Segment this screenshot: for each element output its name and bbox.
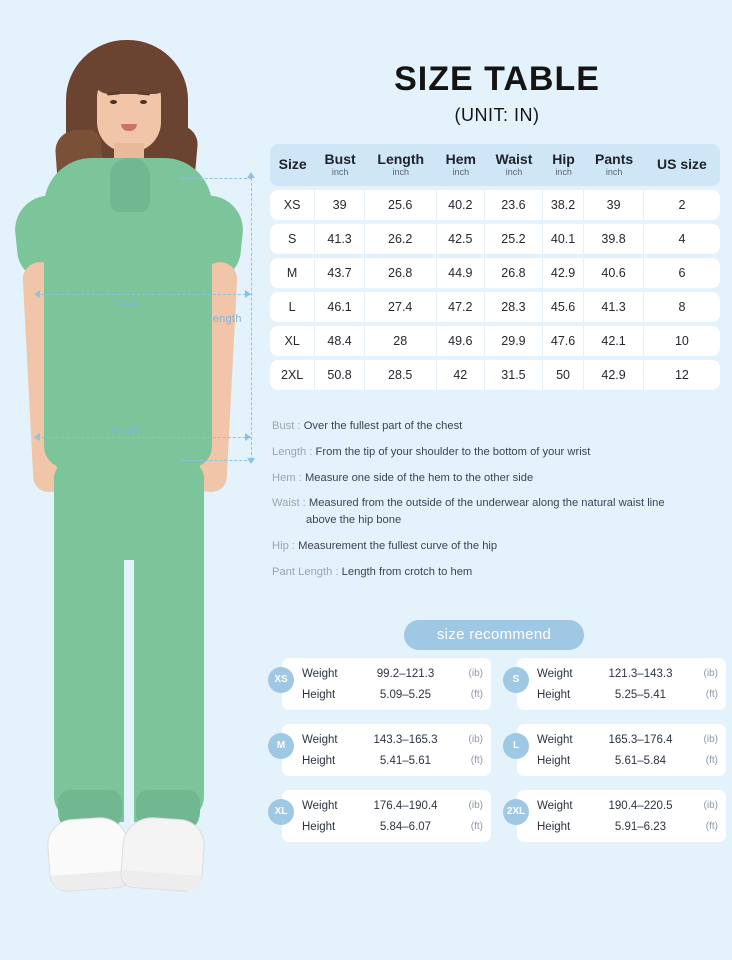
weight-row <box>537 795 718 816</box>
waist-guide-line <box>36 437 251 438</box>
cell: 41.3 <box>584 292 644 322</box>
note-text: Length from crotch to hem <box>341 565 473 578</box>
cell: 25.6 <box>365 190 437 220</box>
eye-right <box>140 100 147 104</box>
shoe-sole-left <box>50 870 131 892</box>
weight-unit: (ib) <box>703 734 718 745</box>
weight-unit: (ib) <box>703 800 718 811</box>
note-length: Length : From the tip of your shoulder to the bottom of your wrist <box>272 445 591 458</box>
height-row <box>302 750 483 771</box>
table-row <box>270 224 720 254</box>
length-guide-line <box>251 178 252 460</box>
col-waist-label: Waist <box>495 151 533 167</box>
cell: 47.2 <box>437 292 486 322</box>
height-row <box>537 816 718 837</box>
size-recommend-badge: size recommend <box>404 620 584 650</box>
height-value: 5.41–5.61 <box>379 754 432 767</box>
cell: S <box>270 224 315 254</box>
table-row <box>270 190 720 220</box>
recommend-card-body <box>282 658 491 710</box>
note-key: Waist <box>272 497 300 510</box>
height-row <box>302 816 483 837</box>
col-hem <box>437 144 486 186</box>
size-table <box>270 140 720 394</box>
height-value: 5.84–6.07 <box>379 820 432 833</box>
note-key: Hip <box>272 539 289 552</box>
col-us-size <box>644 144 720 186</box>
weight-row <box>537 729 718 750</box>
recommend-card-xs <box>268 658 491 710</box>
weight-value: 190.4–220.5 <box>608 799 673 812</box>
col-size-label: Size <box>278 156 307 173</box>
cell: 50 <box>543 360 584 390</box>
height-unit: (ft) <box>705 821 718 832</box>
weight-value: 99.2–121.3 <box>376 667 435 680</box>
note-text-continued: above the hip bone <box>306 514 402 527</box>
cell: 42.9 <box>584 360 644 390</box>
height-value: 5.91–6.23 <box>614 820 667 833</box>
weight-label: Weight <box>302 733 338 746</box>
weight-value: 143.3–165.3 <box>373 733 438 746</box>
note-text: Over the fullest part of the chest <box>303 420 463 432</box>
weight-value: 121.3–143.3 <box>608 667 673 680</box>
height-value: 5.25–5.41 <box>614 688 667 701</box>
height-label: Height <box>537 688 571 701</box>
cell: 26.2 <box>365 224 437 254</box>
shoe-left <box>46 815 133 893</box>
cell: 40.2 <box>437 190 486 220</box>
waist-arrow-left <box>34 433 40 441</box>
cell: 23.6 <box>485 190 543 220</box>
cell: 44.9 <box>437 258 486 288</box>
size-badge: L <box>503 733 529 759</box>
length-arrow-down <box>247 458 255 464</box>
cell: 42.9 <box>543 258 584 288</box>
table-row <box>270 258 720 288</box>
cell: 48.4 <box>315 326 365 356</box>
bust-guide-line <box>36 294 251 295</box>
cell: 39.8 <box>584 224 644 254</box>
col-hem-unit: inch <box>452 166 470 177</box>
col-size <box>270 144 315 186</box>
cell: 29.9 <box>485 326 543 356</box>
height-label: Height <box>537 820 571 833</box>
pant-leg-gap <box>124 560 134 822</box>
weight-label: Weight <box>302 799 338 812</box>
cell: 27.4 <box>365 292 437 322</box>
model-illustration <box>0 0 262 960</box>
length-label: length <box>210 313 242 325</box>
cell: 40.6 <box>584 258 644 288</box>
page-title: SIZE TABLE <box>394 60 600 98</box>
weight-unit: (ib) <box>468 668 483 679</box>
height-label: Height <box>302 754 336 767</box>
col-us-size-label: US size <box>657 156 707 173</box>
cell: XL <box>270 326 315 356</box>
height-unit: (ft) <box>705 755 718 766</box>
cell: 41.3 <box>315 224 365 254</box>
recommend-card-body <box>282 724 491 776</box>
note-text: Measured from the outside of the underwear along the natural waist line <box>308 497 665 510</box>
weight-label: Weight <box>537 799 573 812</box>
note-key: Length <box>272 445 307 458</box>
cell: 12 <box>644 360 720 390</box>
note-hem: Hem : Measure one side of the hem to the other side <box>272 471 534 484</box>
bust-arrow-left <box>34 290 40 298</box>
weight-value: 165.3–176.4 <box>608 733 673 746</box>
height-unit: (ft) <box>470 755 483 766</box>
cell: 49.6 <box>437 326 486 356</box>
collar <box>110 158 150 212</box>
length-top-tick <box>180 178 252 179</box>
cell: 46.1 <box>315 292 365 322</box>
recommend-card-body <box>517 658 726 710</box>
col-length <box>365 144 437 186</box>
size-badge: XS <box>268 667 294 693</box>
cell: L <box>270 292 315 322</box>
note-pant-length: Pant Length : Length from crotch to hem <box>272 565 473 578</box>
note-text: Measure one side of the hem to the other side <box>304 471 534 484</box>
shoe-sole-right <box>121 870 202 892</box>
table-row <box>270 292 720 322</box>
weight-row <box>302 663 483 684</box>
size-table-head <box>270 144 720 186</box>
col-pants-unit: inch <box>605 166 623 177</box>
cell: 47.6 <box>543 326 584 356</box>
cell: 28.3 <box>485 292 543 322</box>
table-row <box>270 360 720 390</box>
cell: 25.2 <box>485 224 543 254</box>
weight-label: Weight <box>537 733 573 746</box>
table-header-row <box>270 144 720 186</box>
weight-row <box>537 663 718 684</box>
shoe-right <box>120 815 207 893</box>
note-text: From the tip of your shoulder to the bottom of your wrist <box>315 445 591 458</box>
height-unit: (ft) <box>470 689 483 700</box>
cell: 8 <box>644 292 720 322</box>
weight-value: 176.4–190.4 <box>373 799 438 812</box>
cell: 39 <box>315 190 365 220</box>
cell: 26.8 <box>485 258 543 288</box>
size-badge: M <box>268 733 294 759</box>
size-recommend-grid <box>268 658 726 842</box>
height-unit: (ft) <box>470 821 483 832</box>
cell: 28 <box>365 326 437 356</box>
col-hip-label: Hip <box>552 151 575 167</box>
note-waist: Waist : Measured from the outside of the underwear along the natural waist line above the hip bone <box>272 495 724 529</box>
cell: 42.5 <box>437 224 486 254</box>
cell: 2XL <box>270 360 315 390</box>
weight-unit: (ib) <box>468 734 483 745</box>
col-pants <box>584 144 644 186</box>
weight-row <box>302 729 483 750</box>
weight-row <box>302 795 483 816</box>
size-badge: S <box>503 667 529 693</box>
height-row <box>537 684 718 705</box>
note-hip: Hip : Measurement the fullest curve of the hip <box>272 539 498 552</box>
recommend-card-xl <box>268 790 491 842</box>
size-badge: 2XL <box>503 799 529 825</box>
recommend-card-body <box>282 790 491 842</box>
eye-left <box>110 100 117 104</box>
cell: 45.6 <box>543 292 584 322</box>
col-length-label: Length <box>377 151 425 167</box>
recommend-card-body <box>517 790 726 842</box>
weight-unit: (ib) <box>703 668 718 679</box>
hair-fringe <box>92 52 168 94</box>
size-content <box>262 0 732 960</box>
length-bottom-tick <box>180 460 252 461</box>
height-row <box>537 750 718 771</box>
col-bust <box>315 144 365 186</box>
cell: 42 <box>437 360 486 390</box>
col-hem-label: Hem <box>445 151 476 167</box>
cell: 26.8 <box>365 258 437 288</box>
col-bust-label: Bust <box>324 151 356 167</box>
size-badge: XL <box>268 799 294 825</box>
cell: 6 <box>644 258 720 288</box>
note-bust: Bust : Over the fullest part of the chest <box>272 420 463 432</box>
note-text: Measurement the fullest curve of the hip <box>298 539 498 552</box>
cell: 4 <box>644 224 720 254</box>
height-label: Height <box>302 688 336 701</box>
height-row <box>302 684 483 705</box>
height-label: Height <box>537 754 571 767</box>
recommend-card-m <box>268 724 491 776</box>
height-label: Height <box>302 820 336 833</box>
weight-label: Weight <box>302 667 338 680</box>
col-waist-unit: inch <box>505 166 523 177</box>
size-table-wrapper <box>270 140 720 394</box>
cell: 28.5 <box>365 360 437 390</box>
cell: 43.7 <box>315 258 365 288</box>
cell: 50.8 <box>315 360 365 390</box>
note-key: Pant Length <box>272 565 333 578</box>
col-length-unit: inch <box>392 166 409 177</box>
cell: 42.1 <box>584 326 644 356</box>
note-key: Hem <box>272 471 296 484</box>
cell: M <box>270 258 315 288</box>
cell: 40.1 <box>543 224 584 254</box>
height-unit: (ft) <box>705 689 718 700</box>
weight-unit: (ib) <box>468 800 483 811</box>
col-hip-unit: inch <box>555 166 572 177</box>
weight-label: Weight <box>537 667 573 680</box>
note-key: Bust <box>272 420 295 432</box>
col-bust-unit: inch <box>331 166 349 177</box>
recommend-card-s <box>503 658 726 710</box>
recommend-card-l <box>503 724 726 776</box>
cell: 39 <box>584 190 644 220</box>
col-hip <box>543 144 584 186</box>
waist-label: waist <box>112 424 139 436</box>
size-table-body <box>270 190 720 390</box>
cell: 2 <box>644 190 720 220</box>
col-waist <box>485 144 543 186</box>
height-value: 5.61–5.84 <box>614 754 667 767</box>
col-pants-label: Pants <box>595 151 634 167</box>
page-subtitle: (UNIT: IN) <box>454 105 540 125</box>
cell: 38.2 <box>543 190 584 220</box>
cell: 31.5 <box>485 360 543 390</box>
cell: 10 <box>644 326 720 356</box>
recommend-card-2xl <box>503 790 726 842</box>
cell: XS <box>270 190 315 220</box>
measurement-notes <box>272 418 724 590</box>
table-row <box>270 326 720 356</box>
height-value: 5.09–5.25 <box>379 688 432 701</box>
bust-label: bust <box>116 296 138 308</box>
recommend-card-body <box>517 724 726 776</box>
